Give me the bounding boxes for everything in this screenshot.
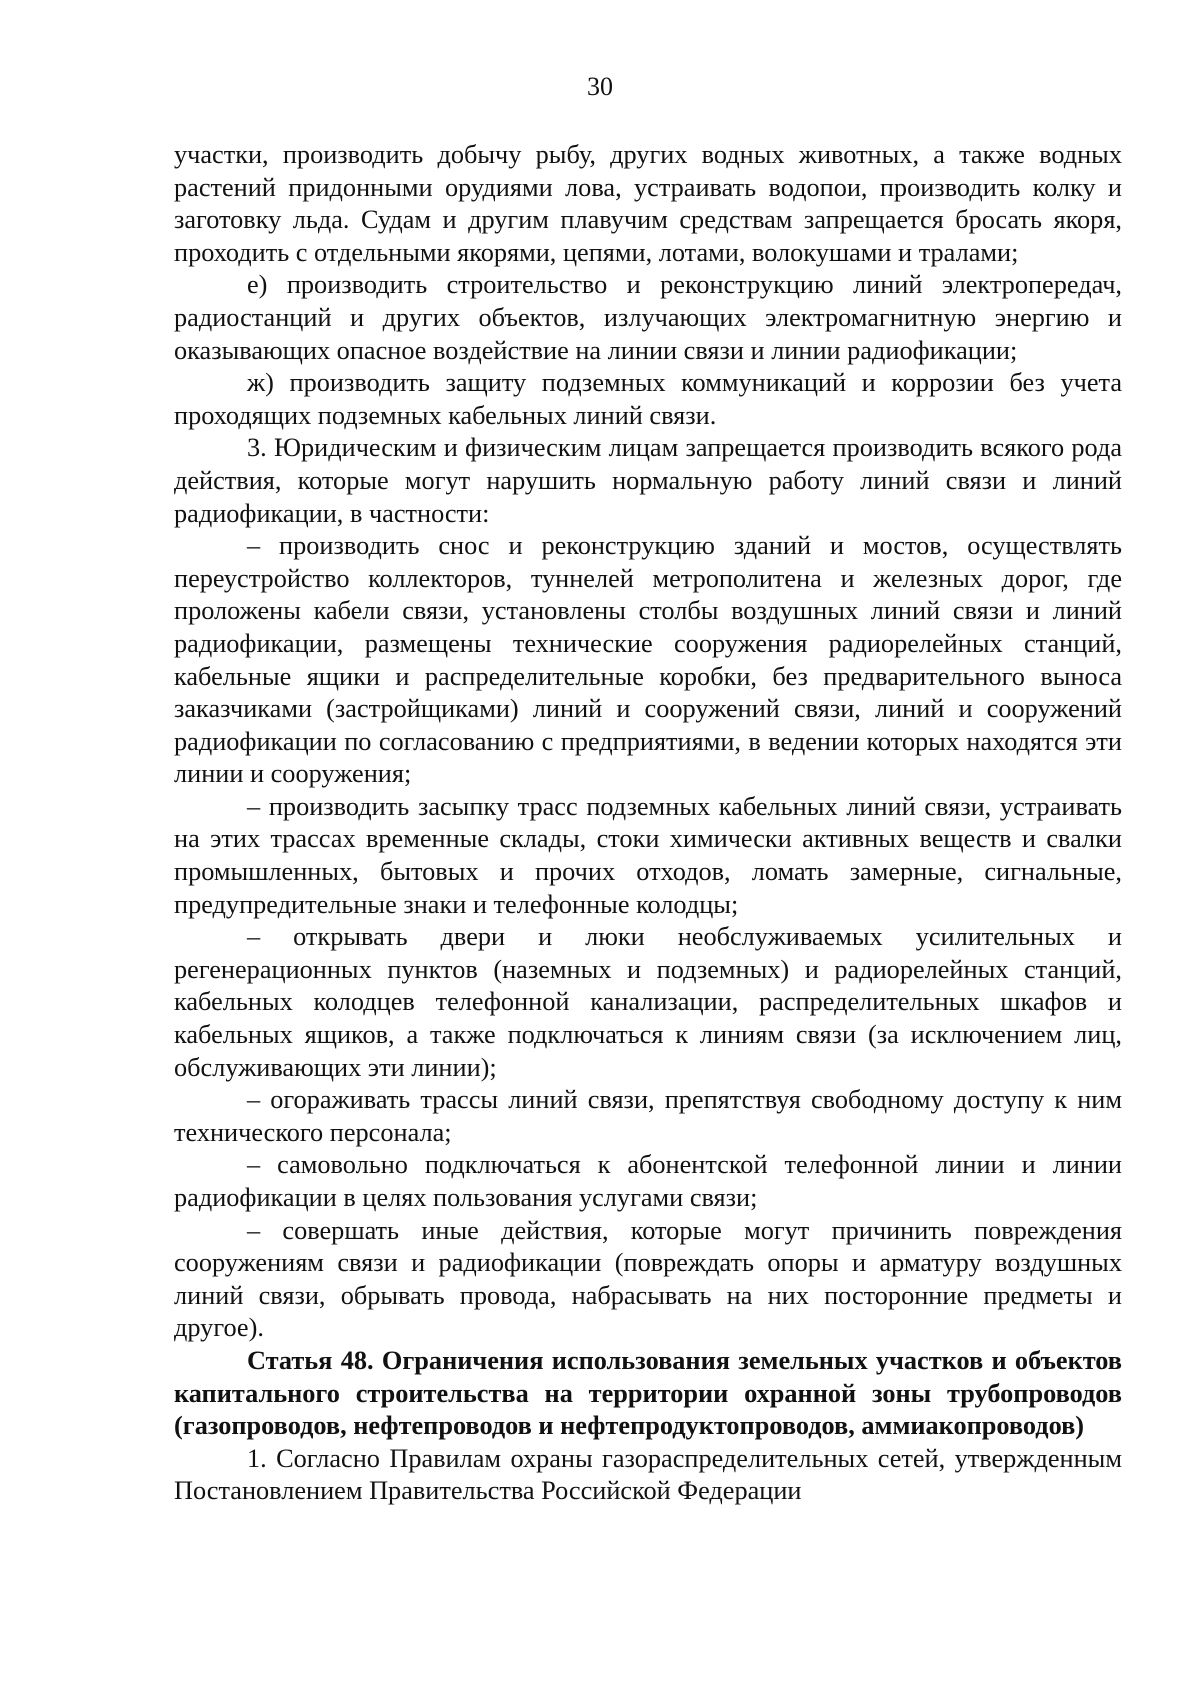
list-item-demolition: – производить снос и реконструкцию зданий и мостов, осуществлять переустройство коллекторов, туннелей метрополитена и железных дорог, где проложены кабели связи, установлены столбы воздушных линий связи и линий радиофикации, размещены технические сооружения радиорелейных станций, кабельные ящики и распределительные коробки, без предварительного выноса заказчиками (застройщиками) линий и сооружений связи, линий и сооружений радиофикации по согласованию с предприятиями, в ведении которых находятся эти линии и сооружения; (174, 531, 1122, 789)
article-48-heading: Статья 48. Ограничения использования земельных участков и объектов капитального строительства на территории охранной зоны трубопроводов (газопроводов, нефтепроводов и нефтепродуктопроводов, аммиакопроводов) (174, 1345, 1122, 1441)
list-item-backfill: – производить засыпку трасс подземных кабельных линий связи, устраивать на этих трассах временные склады, стоки химически активных веществ и свалки промышленных, бытовых и прочих отходов, ломать замерные, сигнальные, предупредительные знаки и телефонные колодцы; (174, 791, 1122, 919)
list-item-other-actions: – совершать иные действия, которые могут причинить повреждения сооружениям связи и радиофикации (повреждать опоры и арматуру воздушных линий связи, обрывать провода, набрасывать на них посторонние предметы и другое). (174, 1215, 1122, 1343)
paragraph-continuation: участки, производить добычу рыбу, других водных животных, а также водных растений придонными орудиями лова, устраивать водопои, производить колку и заготовку льда. Судам и другим плавучим средствам запрещается бросать якоря, проходить с отдельными якорями, цепями, лотами, волокушами и тралами; (174, 140, 1122, 267)
list-item-fencing: – огораживать трассы линий связи, препятствуя свободному доступу к ним технического персонала; (174, 1085, 1122, 1147)
paragraph-clause-1: 1. Согласно Правилам охраны газораспределительных сетей, утвержденным Постановлением Правительства Российской Федерации (174, 1443, 1122, 1506)
list-item-unauthorized-connection: – самовольно подключаться к абонентской телефонной линии и линии радиофикации в целях пользования услугами связи; (174, 1150, 1122, 1212)
document-body (174, 139, 1122, 1508)
paragraph-item-e: е) производить строительство и реконструкцию линий электропередач, радиостанций и других объектов, излучающих электромагнитную энергию и оказывающих опасное воздействие на линии связи и линии радиофикации; (174, 270, 1122, 365)
page-number: 30 (587, 72, 613, 101)
paragraph-clause-3: 3. Юридическим и физическим лицам запрещается производить всякого рода действия, которые могут нарушить нормальную работу линий связи и линий радиофикации, в частности: (174, 433, 1122, 528)
list-item-open-doors: – открывать двери и люки необслуживаемых усилительных и регенерационных пунктов (наземных и подземных) и радиорелейных станций, кабельных колодцев телефонной канализации, распределительных шкафов и кабельных ящиков, а также подключаться к линиям связи (за исключением лиц, обслуживающих эти линии); (174, 922, 1122, 1082)
paragraph-item-zh: ж) производить защиту подземных коммуникаций и коррозии без учета проходящих подземных кабельных линий связи. (174, 368, 1122, 430)
